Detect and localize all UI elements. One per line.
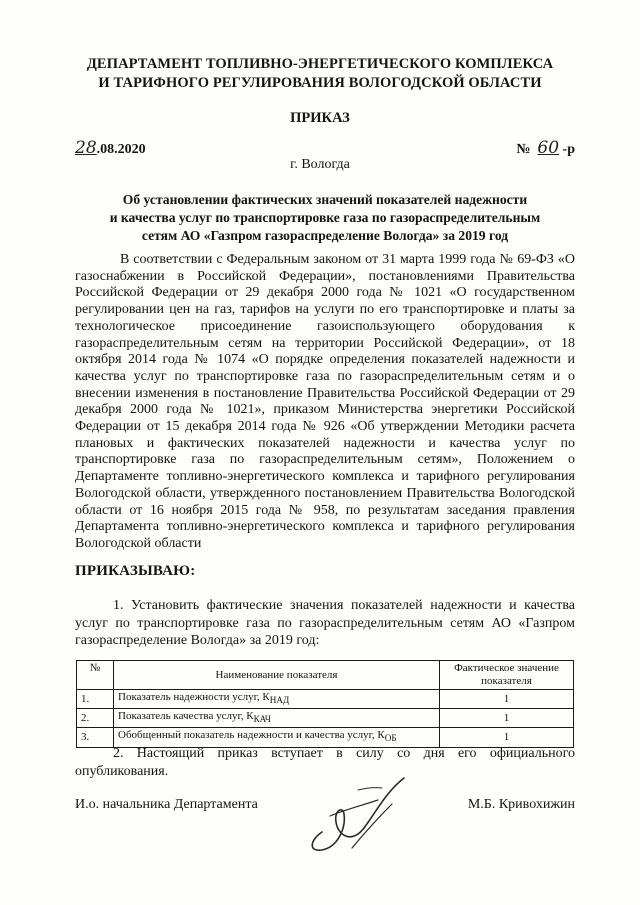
document-type-title: ПРИКАЗ: [290, 110, 350, 126]
department-name-line1: ДЕПАРТАМЕНТ ТОПЛИВНО-ЭНЕРГЕТИЧЕСКОГО КОМПЛЕКСА: [86, 56, 554, 72]
row-name-text: Показатель качества услуг,: [118, 710, 247, 723]
row-symbol: К: [246, 710, 254, 723]
row-name: [114, 709, 440, 728]
row-name-text: Обобщенный показатель надежности и качества услуг,: [118, 729, 378, 742]
item-1-paragraph: [75, 597, 575, 650]
subject-line3: сетям АО «Газпром газораспределение Вологда» за 2019 год: [141, 228, 509, 243]
item-1-text: 1. Установить фактические значения показателей надежности и качества услуг по транспортировке газа по газораспределительным сетям АО «Газпром газораспределение Вологда» за 2019 год:: [75, 598, 575, 648]
row-symbol-subscript: КАЧ: [253, 714, 271, 725]
table-header-row: [77, 661, 574, 690]
handwritten-number: 60: [537, 138, 560, 158]
subject-line1: Об установлении фактических значений показателей надежности: [122, 192, 528, 207]
order-number: [516, 138, 575, 158]
printed-month-year: .08.2020: [96, 142, 146, 157]
row-symbol-subscript: НАД: [269, 695, 290, 706]
subject-line2: и качества услуг по транспортировке газа по газораспределительным: [109, 210, 541, 225]
row-value: 1: [440, 709, 574, 728]
preamble-paragraph: [75, 252, 575, 553]
table-header-name: Наименование показателя: [114, 661, 440, 690]
row-symbol-subscript: ОБ: [384, 733, 397, 744]
row-name: [114, 690, 440, 709]
row-name-text: Показатель надежности услуг,: [118, 691, 263, 703]
date-number-row: [75, 138, 575, 158]
table-row: [77, 709, 574, 728]
row-symbol: К: [377, 729, 385, 742]
table-row: [77, 690, 574, 709]
order-date: [75, 138, 146, 158]
item-2-text: 2. Настоящий приказ вступает в силу со дня его официального опубликования.: [75, 746, 575, 779]
row-num: 1.: [77, 690, 114, 709]
number-suffix: -р: [562, 142, 575, 157]
number-sign: №: [516, 142, 531, 157]
order-directive: ПРИКАЗЫВАЮ:: [75, 563, 196, 579]
row-num: 3.: [77, 728, 114, 747]
table-header-value: Фактическое значение показателя: [440, 661, 574, 690]
row-value: 1: [440, 728, 574, 747]
row-value: 1: [440, 690, 574, 709]
signatory-name: М.Б. Кривохижин: [467, 797, 575, 812]
table-header-num: №: [77, 661, 114, 690]
handwritten-day: 28: [75, 138, 97, 158]
signatory-position: И.о. начальника Департамента: [75, 797, 258, 812]
indicators-table: [76, 660, 574, 748]
department-name-line2: И ТАРИФНОГО РЕГУЛИРОВАНИЯ ВОЛОГОДСКОЙ ОБЛАСТИ: [98, 75, 542, 91]
handwritten-signature: [300, 770, 420, 860]
preamble-text: В соответствии с Федеральным законом от 31 марта 1999 года № 69-ФЗ «О газоснабжении в Российской Федерации», постановлениями Правительства Российской Федерации от 29 декабря 2000 года № 1021 «О государственном регулировании цен на газ, тарифов на услуги по его транспортировке и платы за технологическое присоединение газоиспользующего оборудования к газораспределительным сетям на территории Российской Федерации», от 18 октября 2014 года № 1074 «О порядке определения показателей надежности и качества услуг по транспортировке газа по газораспределительным сетям и о внесении изменения в постановление Правительства Российской Федерации от 29 декабря 2000 года № 1021», приказом Министерства энергетики Российской Федерации от 15 декабря 2014 года № 926 «Об утверждении Методики расчета плановых и фактических показателей надежности и качества услуг по транспортировке газа по газораспределительным сетям», Положением о Департаменте топливно-энергетического комплекса и тарифного регулирования Вологодской области, утвержденного постановлением Правительства Вологодской области от 16 ноября 2015 года № 958, по результатам заседания правления Департамента топливно-энергетического комплекса и тарифного регулирования Вологодской области: [75, 252, 575, 551]
row-num: 2.: [77, 709, 114, 728]
issue-city: г. Вологда: [290, 157, 350, 172]
row-symbol: К: [262, 691, 270, 703]
